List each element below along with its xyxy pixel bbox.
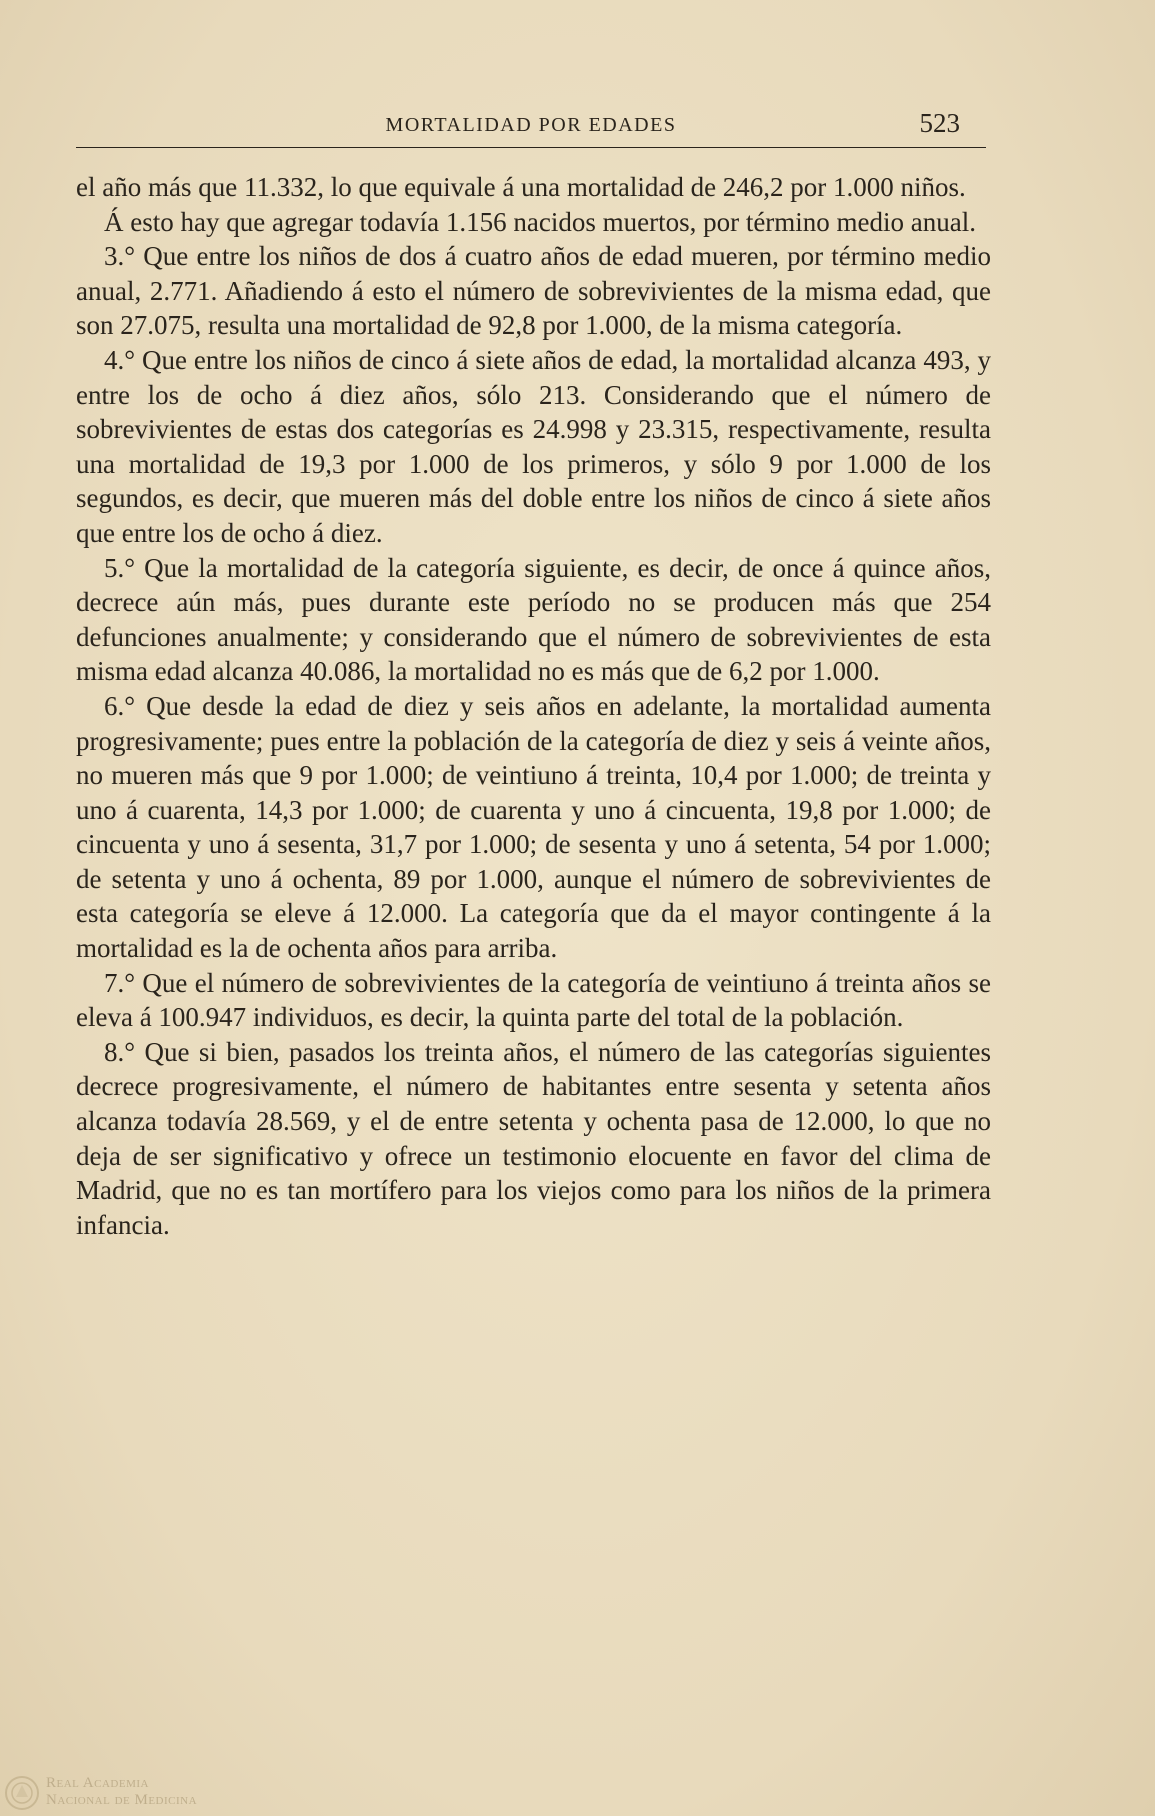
page-number: 523 <box>919 108 960 138</box>
paragraph: 4.° Que entre los niños de cinco á siete años de edad, la mortalidad alcanza 493, y entre los de ocho á diez años, sólo 213. Considerando que el número de sobrevivientes de estas dos categorías es 24.998 y 23.315, respectivamente, resulta una mortalidad de 19,3 por 1.000 de los primeros, y sólo 9 por 1.000 de los segundos, es decir, que mueren más del doble entre los niños de cinco á siete años que entre los de ocho á diez. <box>76 344 991 548</box>
seal-icon <box>4 1775 40 1811</box>
paragraph: 5.° Que la mortalidad de la categoría siguiente, es decir, de once á quince años, decrece aún más, pues durante este período no se producen más que 254 defunciones anualmente; y considerando que el número de sobrevivientes de esta misma edad alcanza 40.086, la mortalidad no es más que de 6,2 por 1.000. <box>76 552 991 687</box>
paragraph-continuation: el año más que 11.332, lo que equivale á una mortalidad de 246,2 por 1.000 niños. <box>76 172 966 202</box>
library-watermark <box>4 1775 224 1815</box>
header-rule <box>76 147 986 148</box>
paragraph: 3.° Que entre los niños de dos á cuatro años de edad mueren, por término medio anual, 2.771. Añadiendo á esto el número de sobrevivientes de la misma edad, que son 27.075, resulta una mortalidad de 92,8 por 1.000, de la misma categoría. <box>76 241 991 341</box>
running-title: MORTALIDAD POR EDADES <box>385 114 677 136</box>
running-head <box>76 108 986 144</box>
body-text <box>76 170 991 1242</box>
paragraph: 7.° Que el número de sobrevivientes de la categoría de veintiuno á treinta años se eleva á 100.947 individuos, es decir, la quinta parte del total de la población. <box>76 967 991 1033</box>
paragraph: 6.° Que desde la edad de diez y seis años en adelante, la mortalidad aumenta progresivamente; pues entre la población de la categoría de diez y seis á veinte años, no mueren más que 9 por 1.000; de veintiuno á treinta, 10,4 por 1.000; de treinta y uno á cuarenta, 14,3 por 1.000; de cuarenta y uno á cincuenta, 19,8 por 1.000; de cincuenta y uno á sesenta, 31,7 por 1.000; de sesenta y uno á setenta, 54 por 1.000; de setenta y uno á ochenta, 89 por 1.000, aunque el número de sobrevivientes de esta categoría se eleve á 12.000. La categoría que da el mayor contingente á la mortalidad es la de ochenta años para arriba. <box>76 690 991 964</box>
watermark-line: Real Academia <box>46 1775 149 1791</box>
paragraph: Á esto hay que agregar todavía 1.156 nacidos muertos, por término medio anual. <box>104 206 977 237</box>
paragraph: 8.° Que si bien, pasados los treinta años, el número de las categorías siguientes decrece progresivamente, el número de habitantes entre sesenta y setenta años alcanza todavía 28.569, y el de entre setenta y ochenta pasa de 12.000, lo que no deja de ser significativo y ofrece un testimonio elocuente en favor del clima de Madrid, que no es tan mortífero para los viejos como para los niños de la primera infancia. <box>76 1036 991 1240</box>
watermark-line: Nacional de Medicina <box>46 1792 198 1808</box>
